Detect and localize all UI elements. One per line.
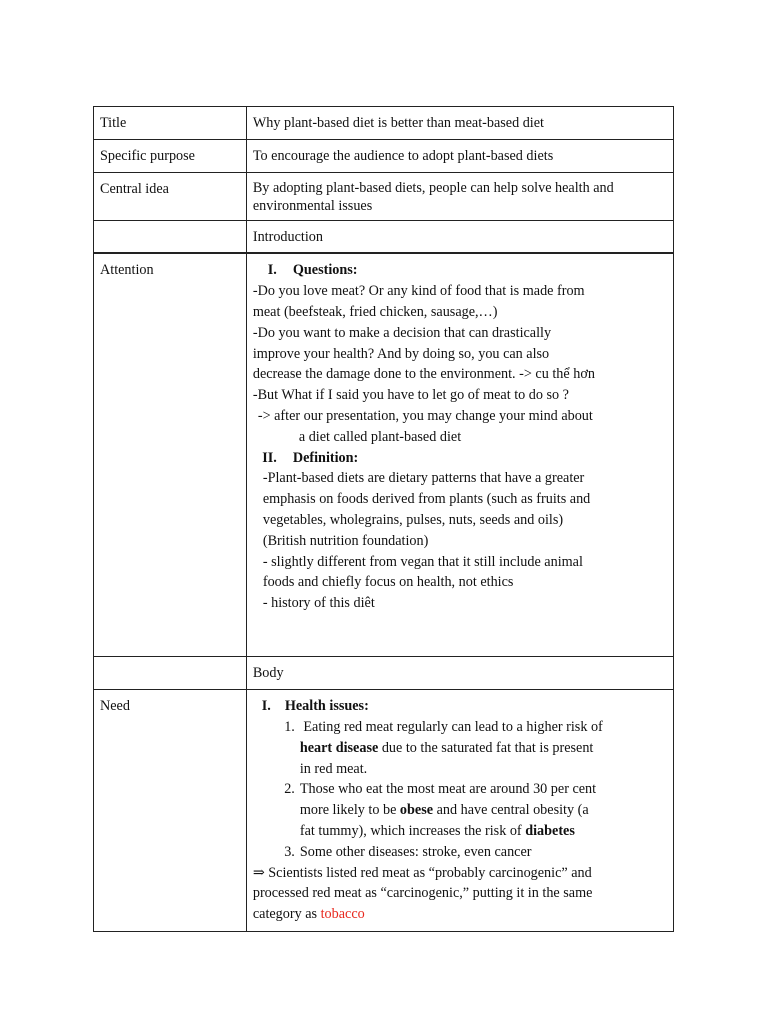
health-issues-heading (253, 696, 667, 717)
numbered-item (253, 842, 667, 863)
question-line: meat (beefsteak, fried chicken, sausage,…) (252, 303, 498, 320)
row-need (94, 690, 674, 932)
bold-term: diabetes (525, 822, 575, 839)
definition-line: -Plant-based diets are dietary patterns that have a greater (262, 470, 585, 487)
label-cell: Central idea (94, 172, 247, 220)
definition-heading (253, 448, 667, 469)
row-title (94, 107, 674, 140)
conclusion-line (253, 904, 667, 925)
item-line (300, 821, 667, 842)
label-cell: Attention (94, 253, 247, 657)
definition-line: emphasis on foods derived from plants (such as fruits and (262, 491, 591, 508)
row-specific-purpose (94, 139, 674, 172)
speech-outline-table (93, 106, 674, 932)
label-cell: Title (94, 107, 247, 140)
item-number: 3. (284, 843, 295, 860)
row-central-idea (94, 172, 674, 220)
item-line (300, 738, 667, 759)
question-line: a diet called plant-based diet (298, 428, 462, 445)
attention-content (246, 253, 673, 657)
line-rest: due to the saturated fat that is present (378, 739, 594, 756)
highlight-red-term: tobacco (320, 906, 365, 923)
conclusion-line: processed red meat as “carcinogenic,” putting it in the same (252, 885, 593, 902)
questions-heading (253, 260, 667, 281)
line-start: category as (252, 906, 321, 923)
definition-line: (British nutrition foundation) (262, 532, 429, 549)
row-attention (94, 253, 674, 657)
question-line: -> after our presentation, you may change your mind about (257, 407, 593, 424)
roman-numeral: II. (262, 449, 277, 466)
item-text (300, 717, 667, 779)
title-value: Why plant-based diet is better than meat-based diet (246, 107, 673, 140)
roman-numeral: I. (261, 698, 271, 715)
question-line: improve your health? And by doing so, you can also (252, 345, 550, 362)
item-line: in red meat. (299, 760, 368, 777)
specific-purpose-value: To encourage the audience to adopt plant-based diets (246, 139, 673, 172)
question-line: -But What if I said you have to let go of meat to do so ? (252, 387, 569, 404)
item-line: Some other diseases: stroke, even cancer (299, 843, 532, 860)
item-text (300, 779, 667, 841)
body-heading: Body (246, 657, 673, 690)
numbered-item (253, 779, 667, 841)
question-line: -Do you love meat? Or any kind of food that is made from (252, 283, 585, 300)
empty-label-cell (94, 657, 247, 690)
item-line: Those who eat the most meat are around 30 per cent (299, 781, 597, 798)
central-idea-value: By adopting plant-based diets, people can help solve health and environmental issues (246, 172, 673, 220)
item-text (300, 842, 667, 863)
heading-text: Questions: (292, 262, 358, 279)
bold-term: obese (399, 802, 434, 819)
heading-text: Definition: (292, 449, 359, 466)
heading-text: Health issues: (284, 698, 369, 715)
line-start: fat tummy), which increases the risk of (299, 822, 526, 839)
line-rest: and have central obesity (a (433, 802, 589, 819)
item-line (300, 800, 667, 821)
roman-numeral: I. (267, 262, 277, 279)
label-cell: Need (94, 690, 247, 932)
row-body-header (94, 657, 674, 690)
bold-term: heart disease (299, 739, 379, 756)
definition-line: - slightly different from vegan that it still include animal (262, 553, 583, 570)
conclusion-line: ⇒ Scientists listed red meat as “probably carcinogenic” and (252, 864, 592, 881)
empty-label-cell (94, 220, 247, 253)
question-line: decrease the damage done to the environment. -> cu thể hơn (252, 366, 595, 383)
numbered-item (253, 717, 667, 779)
introduction-heading: Introduction (246, 220, 673, 253)
item-number: 2. (284, 781, 295, 798)
need-content (246, 690, 673, 932)
question-line: -Do you want to make a decision that can drastically (252, 324, 552, 341)
line-start: more likely to be (299, 802, 400, 819)
definition-line: foods and chiefly focus on health, not ethics (262, 574, 514, 591)
definition-line: - history of this diêt (262, 595, 375, 612)
label-cell: Specific purpose (94, 139, 247, 172)
item-line: Eating red meat regularly can lead to a higher risk of (299, 718, 603, 735)
definition-line: vegetables, wholegrains, pulses, nuts, seeds and oils) (262, 511, 564, 528)
row-introduction-header (94, 220, 674, 253)
item-number: 1. (284, 718, 295, 735)
